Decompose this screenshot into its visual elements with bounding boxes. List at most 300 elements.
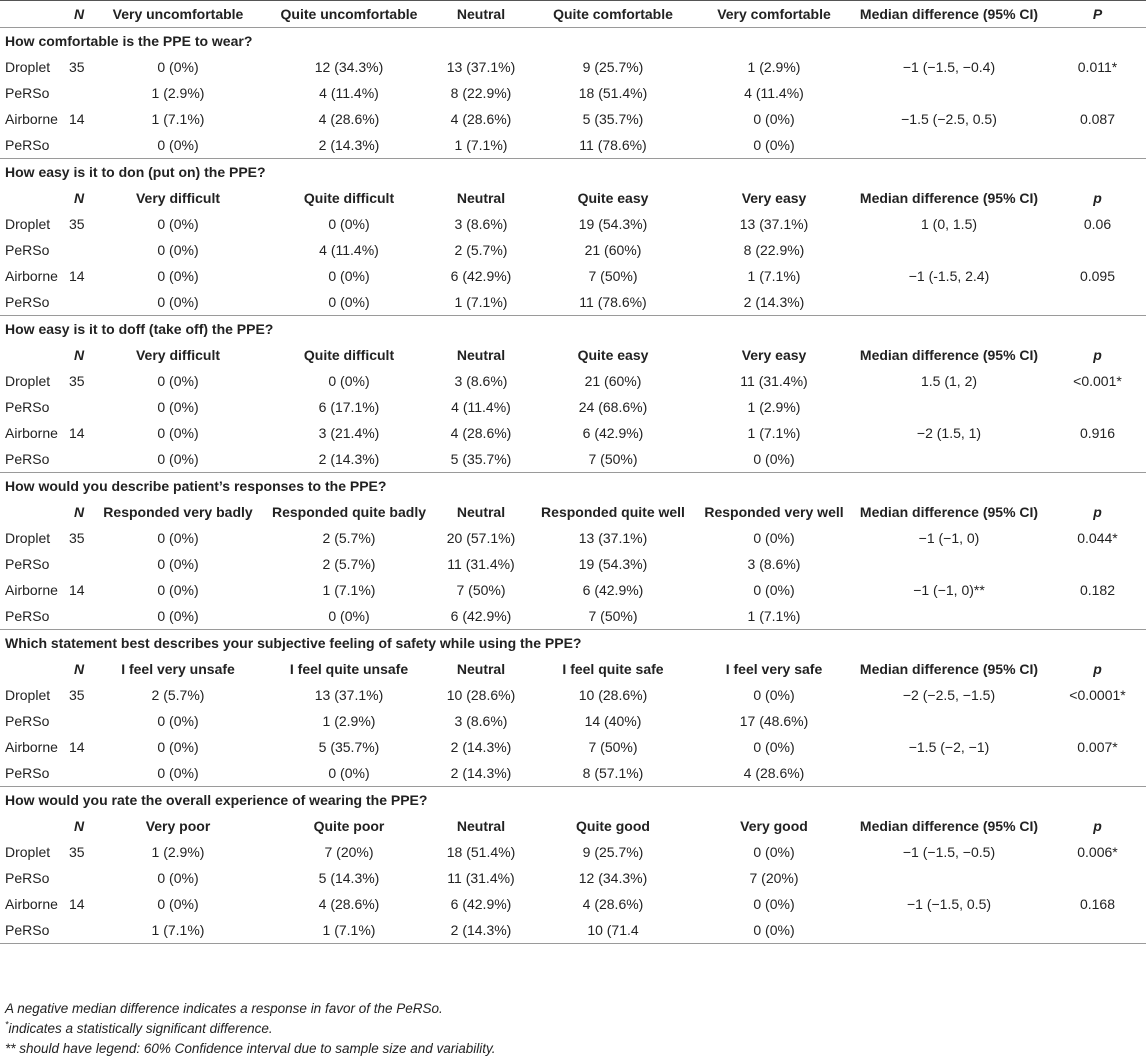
response-cell: 0 (0%) xyxy=(328,608,370,624)
column-header-p-value: p xyxy=(1093,818,1102,834)
column-header-p-value: p xyxy=(1093,661,1102,677)
p-value-cell: 0.168 xyxy=(1079,896,1116,912)
column-header-response-1: Very uncomfortable xyxy=(93,1,263,28)
group-label: PeRSo xyxy=(5,870,50,886)
p-value-cell: 0.011* xyxy=(1077,59,1118,75)
table-row xyxy=(0,551,1146,577)
p-value-cell: 0.044* xyxy=(1077,530,1118,546)
median-difference-cell: −1.5 (−2, −1) xyxy=(908,739,990,755)
response-cell: 0 (0%) xyxy=(157,765,199,781)
response-cell: 0 (0%) xyxy=(328,268,370,284)
column-header-response-2: Responded quite badly xyxy=(271,504,426,520)
response-cell: 5 (35.7%) xyxy=(318,739,380,755)
response-cell: 0 (0%) xyxy=(157,870,199,886)
n-value xyxy=(65,603,93,630)
response-cell: 3 (8.6%) xyxy=(454,713,508,729)
n-value: 14 xyxy=(69,268,85,284)
response-cell: 10 (28.6%) xyxy=(578,687,648,703)
section-question-row xyxy=(0,28,1146,55)
median-difference-cell: 1 (0, 1.5) xyxy=(920,216,978,232)
p-value-cell xyxy=(1049,708,1146,734)
table-row xyxy=(0,865,1146,891)
column-header-response-3: Neutral xyxy=(456,347,506,363)
response-cell: 1 (7.1%) xyxy=(747,608,801,624)
response-cell: 2 (5.7%) xyxy=(454,242,508,258)
response-cell: 1 (7.1%) xyxy=(747,425,801,441)
column-header-response-4: Quite easy xyxy=(577,347,649,363)
p-value-cell: <0.001* xyxy=(1073,373,1122,389)
table-row xyxy=(0,80,1146,106)
median-difference-cell xyxy=(849,865,1049,891)
response-cell: 8 (57.1%) xyxy=(582,765,644,781)
group-label: Droplet xyxy=(5,530,51,546)
n-value: 35 xyxy=(69,844,85,860)
header-row xyxy=(0,656,1146,682)
group-label: PeRSo xyxy=(5,85,50,101)
column-header-median-difference: Median difference (95% CI) xyxy=(859,661,1039,677)
response-cell: 0 (0%) xyxy=(753,687,795,703)
response-cell: 0 (0%) xyxy=(157,608,199,624)
group-label: PeRSo xyxy=(5,294,50,310)
table-row xyxy=(0,446,1146,473)
column-header-median-difference: Median difference (95% CI) xyxy=(859,504,1039,520)
section-question: How easy is it to don (put on) the PPE? xyxy=(0,159,1146,186)
median-difference-cell xyxy=(849,603,1049,630)
response-cell: 1 (7.1%) xyxy=(747,268,801,284)
column-header-response-2: Quite poor xyxy=(313,818,385,834)
response-cell: 13 (37.1%) xyxy=(314,687,384,703)
column-header-response-3: Neutral xyxy=(456,190,506,206)
response-cell: 18 (51.4%) xyxy=(578,85,648,101)
column-header-median-difference: Median difference (95% CI) xyxy=(849,1,1049,28)
column-header-response-2: I feel quite unsafe xyxy=(289,661,409,677)
column-header-response-1: Very difficult xyxy=(135,347,221,363)
n-value xyxy=(65,132,93,159)
table-row xyxy=(0,603,1146,630)
response-cell: 4 (11.4%) xyxy=(319,85,379,101)
n-value xyxy=(65,551,93,577)
response-cell: 7 (20%) xyxy=(749,870,799,886)
response-cell: 4 (28.6%) xyxy=(318,111,380,127)
response-cell: 24 (68.6%) xyxy=(578,399,648,415)
median-difference-cell: −1 (−1, 0) xyxy=(918,530,980,546)
group-label: PeRSo xyxy=(5,608,50,624)
section-question: How comfortable is the PPE to wear? xyxy=(0,28,1146,55)
section-question-row xyxy=(0,473,1146,500)
response-cell: 10 (71.4 xyxy=(527,917,699,944)
n-value xyxy=(65,446,93,473)
response-cell: 7 (50%) xyxy=(588,608,638,624)
header-blank-cell xyxy=(0,499,65,525)
footnote-mark: * xyxy=(5,1019,9,1030)
header-blank-cell xyxy=(0,656,65,682)
section-question-row xyxy=(0,159,1146,186)
median-difference-cell: −1.5 (−2.5, 0.5) xyxy=(901,111,997,127)
response-cell: 0 (0%) xyxy=(753,739,795,755)
column-header-median-difference: Median difference (95% CI) xyxy=(859,818,1039,834)
p-value-cell xyxy=(1049,446,1146,473)
response-cell: 1 (7.1%) xyxy=(322,582,376,598)
median-difference-cell: −2 (1.5, 1) xyxy=(916,425,982,441)
column-header-response-2: Quite difficult xyxy=(303,347,395,363)
column-header-n: N xyxy=(73,190,85,206)
footnote xyxy=(5,999,496,1019)
group-label: Droplet xyxy=(5,59,51,75)
p-value-cell: 0.087 xyxy=(1079,111,1116,127)
median-difference-cell: −1 (−1, 0)** xyxy=(913,582,985,598)
response-cell: 11 (31.4%) xyxy=(447,870,515,886)
p-value-cell xyxy=(1049,237,1146,263)
column-header-response-5: Responded very well xyxy=(704,504,844,520)
response-cell: 4 (11.4%) xyxy=(451,399,511,415)
group-label: PeRSo xyxy=(5,451,50,467)
column-header-response-4: Quite easy xyxy=(577,190,649,206)
p-value-cell: 0.916 xyxy=(1079,425,1116,441)
table-row xyxy=(0,577,1146,603)
response-cell: 13 (37.1%) xyxy=(578,530,648,546)
response-cell: 11 (78.6%) xyxy=(579,294,647,310)
response-cell: 1 (2.9%) xyxy=(151,85,205,101)
header-blank-cell xyxy=(0,813,65,839)
n-value xyxy=(65,80,93,106)
response-cell: 3 (8.6%) xyxy=(454,373,508,389)
response-cell: 2 (14.3%) xyxy=(450,765,512,781)
response-cell: 20 (57.1%) xyxy=(446,530,516,546)
group-label: PeRSo xyxy=(5,765,50,781)
table-row xyxy=(0,263,1146,289)
response-cell: 19 (54.3%) xyxy=(578,556,648,572)
table-row xyxy=(0,211,1146,237)
response-cell: 1 (7.1%) xyxy=(263,917,435,944)
response-cell: 7 (50%) xyxy=(588,739,638,755)
n-value: 35 xyxy=(69,373,85,389)
group-label: Airborne xyxy=(5,425,58,441)
response-cell: 11 (31.4%) xyxy=(740,373,808,389)
response-cell: 4 (28.6%) xyxy=(743,765,805,781)
response-cell: 8 (22.9%) xyxy=(743,242,805,258)
response-cell: 19 (54.3%) xyxy=(578,216,648,232)
table-footnotes xyxy=(5,999,496,1059)
p-value-cell xyxy=(1049,917,1146,944)
response-cell: 1 (7.1%) xyxy=(151,111,205,127)
median-difference-cell: −1 (−1.5, −0.5) xyxy=(902,844,996,860)
column-header-response-5: Very easy xyxy=(741,190,807,206)
response-cell: 0 (0%) xyxy=(157,399,199,415)
response-cell: 1 (2.9%) xyxy=(747,59,801,75)
response-cell: 5 (35.7%) xyxy=(450,451,512,467)
response-cell: 3 (21.4%) xyxy=(318,425,380,441)
column-header-p-value: p xyxy=(1093,504,1102,520)
response-cell: 1 (7.1%) xyxy=(454,294,508,310)
section-question-row xyxy=(0,630,1146,657)
response-cell: 0 (0%) xyxy=(753,530,795,546)
response-cell: 0 (0%) xyxy=(328,373,370,389)
n-value xyxy=(65,917,93,944)
table-row xyxy=(0,891,1146,917)
response-cell: 14 (40%) xyxy=(584,713,642,729)
median-difference-cell: −1 (-1.5, 2.4) xyxy=(908,268,990,284)
n-value xyxy=(65,760,93,787)
median-difference-cell xyxy=(849,80,1049,106)
header-row xyxy=(0,499,1146,525)
response-cell: 12 (34.3%) xyxy=(578,870,648,886)
table-row xyxy=(0,106,1146,132)
response-cell: 2 (14.3%) xyxy=(318,451,380,467)
median-difference-cell xyxy=(849,132,1049,159)
group-label: Airborne xyxy=(5,739,58,755)
response-cell: 1 (7.1%) xyxy=(93,917,263,944)
section-question-row xyxy=(0,787,1146,814)
response-cell: 7 (20%) xyxy=(324,844,374,860)
column-header-response-3: Neutral xyxy=(456,818,506,834)
response-cell: 18 (51.4%) xyxy=(446,844,516,860)
group-label: PeRSo xyxy=(5,556,50,572)
group-label: PeRSo xyxy=(5,713,50,729)
response-cell: 17 (48.6%) xyxy=(739,713,809,729)
p-value-cell xyxy=(1049,760,1146,787)
response-cell: 2 (5.7%) xyxy=(322,530,376,546)
column-header-median-difference: Median difference (95% CI) xyxy=(859,347,1039,363)
response-cell: 8 (22.9%) xyxy=(450,85,512,101)
n-value: 14 xyxy=(69,425,85,441)
response-cell: 0 (0%) xyxy=(157,216,199,232)
group-label: Droplet xyxy=(5,216,51,232)
group-label: Airborne xyxy=(5,582,58,598)
n-value xyxy=(65,865,93,891)
column-header-p-value: p xyxy=(1093,347,1102,363)
response-cell: 12 (34.3%) xyxy=(314,59,384,75)
response-cell: 0 (0%) xyxy=(753,844,795,860)
response-cell: 1 (7.1%) xyxy=(454,137,508,153)
table-row xyxy=(0,708,1146,734)
response-cell: 1 (2.9%) xyxy=(151,844,205,860)
n-value xyxy=(65,237,93,263)
p-value-cell: 0.095 xyxy=(1079,268,1116,284)
group-label: PeRSo xyxy=(5,137,50,153)
response-cell: 0 (0%) xyxy=(753,111,795,127)
column-header-response-2: Quite difficult xyxy=(303,190,395,206)
p-value-cell xyxy=(1049,865,1146,891)
response-cell: 2 (14.3%) xyxy=(743,294,805,310)
table-row xyxy=(0,54,1146,80)
n-value: 14 xyxy=(69,739,85,755)
response-cell: 2 (14.3%) xyxy=(318,137,380,153)
n-value: 35 xyxy=(69,216,85,232)
response-cell: 0 (0%) xyxy=(157,451,199,467)
table-row xyxy=(0,132,1146,159)
header-blank-cell xyxy=(0,185,65,211)
response-cell: 13 (37.1%) xyxy=(739,216,809,232)
response-cell: 6 (42.9%) xyxy=(582,582,644,598)
response-cell: 4 (28.6%) xyxy=(318,896,380,912)
column-header-response-1: Responded very badly xyxy=(103,504,253,520)
response-cell: 0 (0%) xyxy=(328,765,370,781)
response-cell: 11 (78.6%) xyxy=(579,137,647,153)
n-value xyxy=(65,289,93,316)
column-header-response-1: Very difficult xyxy=(135,190,221,206)
column-header-response-4: Quite good xyxy=(576,818,650,834)
response-cell: 0 (0%) xyxy=(157,530,199,546)
response-cell: 5 (14.3%) xyxy=(318,870,380,886)
section-question: Which statement best describes your subjective feeling of safety while using the PPE? xyxy=(0,630,1146,657)
p-value-cell: 0.06 xyxy=(1083,216,1112,232)
response-cell: 6 (42.9%) xyxy=(450,608,512,624)
header-blank-cell xyxy=(0,1,65,28)
response-cell: 0 (0%) xyxy=(753,896,795,912)
table-row xyxy=(0,917,1146,944)
table-row xyxy=(0,237,1146,263)
table-row xyxy=(0,368,1146,394)
group-label: PeRSo xyxy=(5,399,50,415)
median-difference-cell xyxy=(849,551,1049,577)
p-value-cell: 0.007* xyxy=(1077,739,1118,755)
response-cell: 0 (0%) xyxy=(328,294,370,310)
median-difference-cell xyxy=(849,237,1049,263)
column-header-n: N xyxy=(65,1,93,28)
group-label: Droplet xyxy=(5,844,51,860)
column-header-p-value: p xyxy=(1093,190,1102,206)
response-cell: 2 (5.7%) xyxy=(322,556,376,572)
column-header-response-4: Quite comfortable xyxy=(527,1,699,28)
n-value: 35 xyxy=(69,530,85,546)
response-cell: 0 (0%) xyxy=(157,556,199,572)
response-cell: 3 (8.6%) xyxy=(454,216,508,232)
response-cell: 0 (0%) xyxy=(157,242,199,258)
table-row xyxy=(0,760,1146,787)
median-difference-cell xyxy=(849,394,1049,420)
p-value-cell: 0.006* xyxy=(1077,844,1118,860)
column-header-response-3: Neutral xyxy=(456,661,506,677)
response-cell: 0 (0%) xyxy=(157,896,199,912)
response-cell: 4 (28.6%) xyxy=(582,896,644,912)
response-cell: 6 (42.9%) xyxy=(450,896,512,912)
table-row xyxy=(0,682,1146,708)
p-value-cell xyxy=(1049,603,1146,630)
footnote-text: indicates a statistically significant difference. xyxy=(8,1021,273,1036)
group-label: Airborne xyxy=(5,111,58,127)
response-cell: 0 (0%) xyxy=(753,582,795,598)
response-cell: 1 (2.9%) xyxy=(747,399,801,415)
column-header-response-3: Neutral xyxy=(456,504,506,520)
response-cell: 0 (0%) xyxy=(157,425,199,441)
response-cell: 2 (5.7%) xyxy=(151,687,205,703)
header-row xyxy=(0,1,1146,28)
response-cell: 11 (31.4%) xyxy=(447,556,515,572)
response-cell: 9 (25.7%) xyxy=(582,59,644,75)
column-header-n: N xyxy=(73,818,85,834)
p-value-cell xyxy=(1049,551,1146,577)
median-difference-cell xyxy=(849,446,1049,473)
p-value-cell xyxy=(1049,394,1146,420)
response-cell: 9 (25.7%) xyxy=(582,844,644,860)
response-cell: 0 (0%) xyxy=(699,917,849,944)
section-question-row xyxy=(0,316,1146,343)
header-blank-cell xyxy=(0,342,65,368)
median-difference-cell: −2 (−2.5, −1.5) xyxy=(902,687,996,703)
column-header-response-5: I feel very safe xyxy=(725,661,823,677)
group-label: Droplet xyxy=(5,373,51,389)
footnote xyxy=(5,1019,496,1039)
column-header-n: N xyxy=(73,504,85,520)
section-question: How would you rate the overall experience of wearing the PPE? xyxy=(0,787,1146,814)
response-cell: 4 (28.6%) xyxy=(450,425,512,441)
p-value-cell: <0.0001* xyxy=(1069,687,1126,703)
header-row xyxy=(0,342,1146,368)
table-row xyxy=(0,289,1146,316)
column-header-n: N xyxy=(73,347,85,363)
group-label: Airborne xyxy=(5,268,58,284)
p-value-cell xyxy=(1049,132,1146,159)
group-label: Airborne xyxy=(5,896,58,912)
p-value-cell: 0.182 xyxy=(1079,582,1116,598)
response-cell: 7 (50%) xyxy=(456,582,506,598)
response-cell: 0 (0%) xyxy=(753,137,795,153)
column-header-median-difference: Median difference (95% CI) xyxy=(859,190,1039,206)
response-cell: 6 (17.1%) xyxy=(318,399,380,415)
n-value: 14 xyxy=(69,896,85,912)
column-header-response-5: Very comfortable xyxy=(699,1,849,28)
median-difference-cell xyxy=(849,760,1049,787)
median-difference-cell xyxy=(849,917,1049,944)
response-cell: 1 (2.9%) xyxy=(322,713,376,729)
response-cell: 0 (0%) xyxy=(157,268,199,284)
n-value: 35 xyxy=(69,59,85,75)
header-row xyxy=(0,813,1146,839)
response-cell: 3 (8.6%) xyxy=(747,556,801,572)
response-cell: 4 (11.4%) xyxy=(319,242,379,258)
n-value: 35 xyxy=(69,687,85,703)
n-value xyxy=(65,394,93,420)
median-difference-cell: 1.5 (1, 2) xyxy=(920,373,978,389)
response-cell: 21 (60%) xyxy=(584,242,642,258)
response-cell: 0 (0%) xyxy=(157,294,199,310)
group-label: Droplet xyxy=(5,687,51,703)
response-cell: 4 (28.6%) xyxy=(450,111,512,127)
table-row xyxy=(0,839,1146,865)
column-header-p-value: P xyxy=(1049,1,1146,28)
response-cell: 0 (0%) xyxy=(753,451,795,467)
response-cell: 7 (50%) xyxy=(588,268,638,284)
footnote-text: A negative median difference indicates a response in favor of the PeRSo. xyxy=(5,1001,443,1016)
response-cell: 2 (14.3%) xyxy=(435,917,527,944)
response-cell: 5 (35.7%) xyxy=(582,111,644,127)
n-value: 14 xyxy=(69,111,85,127)
response-cell: 4 (11.4%) xyxy=(744,85,804,101)
response-cell: 0 (0%) xyxy=(157,373,199,389)
response-cell: 21 (60%) xyxy=(584,373,642,389)
response-cell: 0 (0%) xyxy=(157,713,199,729)
n-value xyxy=(65,708,93,734)
footnote-text: ** should have legend: 60% Confidence interval due to sample size and variability. xyxy=(5,1041,496,1056)
response-cell: 13 (37.1%) xyxy=(446,59,516,75)
response-cell: 0 (0%) xyxy=(157,582,199,598)
table-row xyxy=(0,525,1146,551)
median-difference-cell xyxy=(849,289,1049,316)
column-header-response-4: Responded quite well xyxy=(541,504,685,520)
table-body xyxy=(0,1,1146,944)
section-question: How easy is it to doff (take off) the PPE? xyxy=(0,316,1146,343)
response-cell: 0 (0%) xyxy=(157,137,199,153)
column-header-response-3: Neutral xyxy=(435,1,527,28)
response-cell: 0 (0%) xyxy=(328,216,370,232)
p-value-cell xyxy=(1049,80,1146,106)
response-cell: 0 (0%) xyxy=(157,59,199,75)
table-row xyxy=(0,734,1146,760)
p-value-cell xyxy=(1049,289,1146,316)
group-label: PeRSo xyxy=(0,917,65,944)
header-row xyxy=(0,185,1146,211)
response-cell: 6 (42.9%) xyxy=(450,268,512,284)
